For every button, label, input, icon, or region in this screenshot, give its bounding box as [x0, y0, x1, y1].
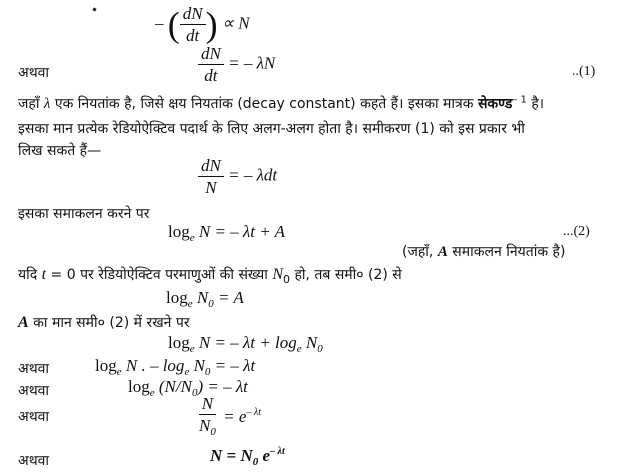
equation-number-1: ..(1)	[572, 64, 596, 79]
denominator: $N_0$	[199, 416, 216, 438]
equation-proportional: – ( $\frac{dN}{dt}$ ) ∝ N	[155, 4, 250, 45]
equation-rhs: ∝ N	[221, 13, 250, 33]
substitution-line: A का मान समी० (2) में रखने पर	[18, 314, 190, 331]
label-athva-4: अथवा	[18, 409, 50, 425]
equation-log-difference: $\log_e N$ . – $\log_e N_0$ = – λt	[95, 356, 256, 378]
denominator: N	[205, 178, 217, 197]
equation-exponential-ratio: $\frac{N}{N_0}$ = $e^{- \lambda t}$	[196, 394, 261, 442]
equation-log-n0: $\log_e N_0 = A$	[166, 288, 244, 310]
equation-final-decay-law: $N = N_0$ $e^{- \lambda t}$	[210, 446, 285, 468]
numerator: dN	[180, 4, 206, 25]
equation-separated	[198, 156, 277, 197]
equation-2: $\log_e N$ = – λt + A	[168, 222, 286, 244]
label-athva-2: अथवा	[18, 361, 50, 377]
equation-rhs: = – λN	[228, 53, 276, 73]
stray-mark	[92, 7, 96, 11]
paragraph-line-1: जहाँ λ एक नियतांक है, जिसे क्षय नियतांक (decay constant) कहते हैं। इसका मात्रक सेकण्ड$^{- 1}$ है।	[18, 94, 545, 112]
numerator: dN	[198, 156, 224, 177]
fraction-n-n0	[196, 394, 219, 442]
numerator: N	[199, 394, 216, 415]
integration-line: इसका समाकलन करने पर	[18, 206, 150, 222]
fraction-dn-n	[198, 156, 224, 197]
equation-rhs: = – λdt	[228, 165, 278, 185]
denominator: dt	[204, 66, 218, 85]
numerator: dN	[198, 44, 224, 65]
equation-log-ratio: $\log_e (N/N_0)$ = – λt	[128, 377, 248, 399]
equation-1	[198, 44, 275, 85]
label-athva-1: अथवा	[18, 65, 50, 81]
fraction-dn-dt-2	[198, 44, 224, 85]
paragraph-line-2: इसका मान प्रत्येक रेडियोऐक्टिव पदार्थ के लिए अलग-अलग होता है। समीकरण (1) को इस प्रकार भी	[18, 121, 525, 137]
fraction-dn-dt	[180, 4, 206, 45]
equation-substituted: $\log_e N$ = – $\lambda t + \log_e N_0$	[168, 333, 323, 355]
equation-number-2: ...(2)	[563, 224, 590, 239]
label-athva-3: अथवा	[18, 383, 50, 399]
label-athva-5: अथवा	[18, 453, 50, 469]
constant-note: (जहाँ, A समाकलन नियतांक है)	[402, 244, 566, 260]
paragraph-initial-condition: यदि t = 0 पर रेडियोऐक्टिव परमाणुओं की संख्या $N_0$ हो, तब समी० (2) से	[18, 266, 402, 286]
paragraph-line-3: लिख सकते हैं—	[18, 143, 102, 159]
denominator: dt	[186, 26, 200, 45]
